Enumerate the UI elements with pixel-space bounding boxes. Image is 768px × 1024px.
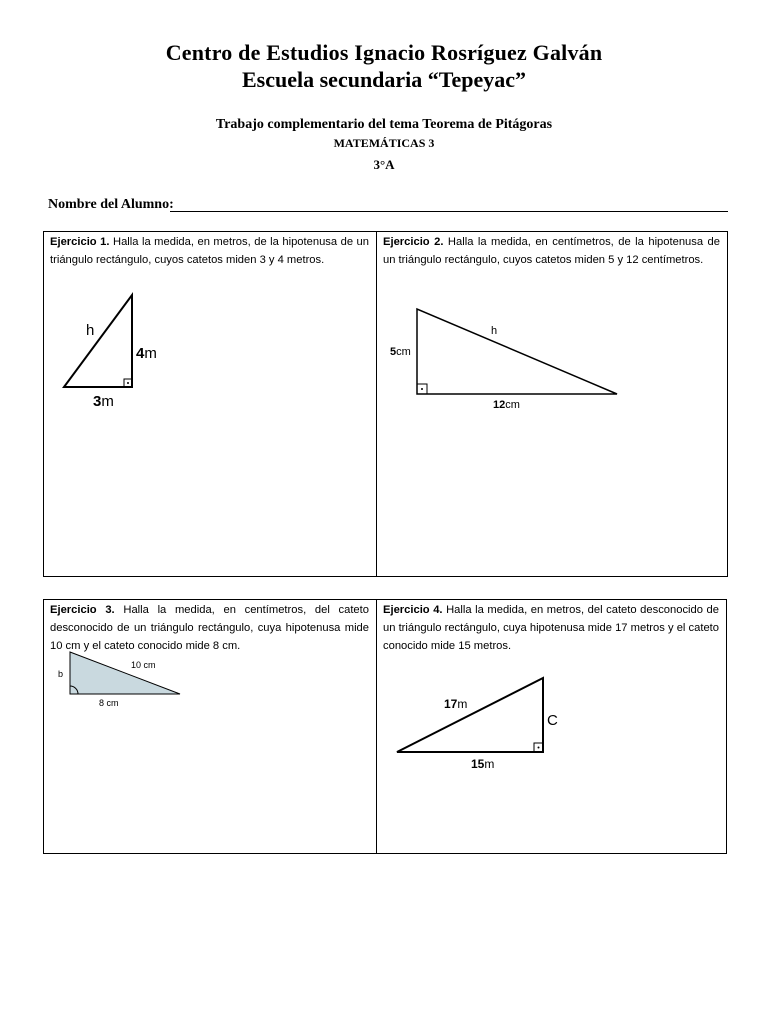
exercise-1-triangle-figure xyxy=(59,290,189,410)
triangle-shape xyxy=(64,295,132,387)
base-side-label: 8 cm xyxy=(99,698,119,708)
exercise-4-triangle-figure xyxy=(395,676,595,776)
exercise-4-statement: Halla la medida, en metros, del cateto desconocido de un triángulo rectángulo, cuya hipotenusa mide 17 metros y el cateto conocido mide 15 metros. xyxy=(383,604,719,652)
exercise-2-text xyxy=(383,233,720,269)
unknown-side-label: b xyxy=(58,669,64,679)
exercise-1-title: Ejercicio 1. xyxy=(50,236,110,248)
student-name-row xyxy=(48,197,728,213)
subject-label: MATEMÁTICAS 3 xyxy=(333,136,435,150)
exercise-grid-bottom xyxy=(43,599,727,854)
exercise-1-text xyxy=(50,233,369,269)
base-side-label: 12cm xyxy=(493,399,520,411)
hypotenuse-label: 10 cm xyxy=(131,660,156,670)
exercise-3-statement: Halla la medida, en centímetros, del cateto desconocido de un triángulo rectángulo, cuya hipotenusa mide 10 cm y el cateto conocido mide 8 cm. xyxy=(50,604,369,652)
hypotenuse-label: h xyxy=(491,325,498,337)
exercise-2-cell xyxy=(377,232,727,576)
exercise-grid-top xyxy=(43,231,728,577)
base-side-label: 3m xyxy=(93,393,114,410)
exercise-4-cell xyxy=(377,600,726,853)
exercise-3-triangle-figure xyxy=(56,650,186,710)
right-angle-dot xyxy=(421,388,423,390)
group-label: 3°A xyxy=(373,157,395,172)
base-side-label: 15m xyxy=(471,757,495,771)
student-name-label: Nombre del Alumno: xyxy=(48,197,174,212)
right-angle-dot xyxy=(538,747,540,749)
exercise-2-title: Ejercicio 2. xyxy=(383,236,444,248)
right-angle-dot xyxy=(127,382,129,384)
exercise-3-text xyxy=(50,601,369,655)
exercise-1-statement: Halla la medida, en metros, de la hipotenusa de un triángulo rectángulo, cuyos catetos miden 3 y 4 metros. xyxy=(50,236,369,266)
exercise-3-title: Ejercicio 3. xyxy=(50,604,115,616)
hypotenuse-label: 17m xyxy=(444,697,468,711)
exercise-3-cell xyxy=(44,600,377,853)
vertical-side-label: 4m xyxy=(136,345,157,362)
exercise-2-statement: Halla la medida, en centímetros, de la hipotenusa de un triángulo rectángulo, cuyos catetos miden 5 y 12 centímetros. xyxy=(383,236,720,266)
exercise-2-triangle-figure xyxy=(387,306,627,416)
exercise-4-title: Ejercicio 4. xyxy=(383,604,443,616)
assignment-title: Trabajo complementario del tema Teorema de Pitágoras xyxy=(215,117,553,132)
exercise-4-text xyxy=(383,601,719,655)
triangle-shape xyxy=(417,309,617,394)
vertical-side-label: 5cm xyxy=(390,346,411,358)
unknown-side-label: C xyxy=(547,712,558,729)
school-level: Escuela secundaria “Tepeyac” xyxy=(242,67,526,92)
hypotenuse-label: h xyxy=(86,322,95,339)
school-name: Centro de Estudios Ignacio Rosríguez Galván xyxy=(165,40,603,65)
triangle-shape xyxy=(397,678,543,752)
triangle-shape xyxy=(70,652,180,694)
student-name-line[interactable] xyxy=(170,211,728,212)
exercise-1-cell xyxy=(44,232,377,576)
